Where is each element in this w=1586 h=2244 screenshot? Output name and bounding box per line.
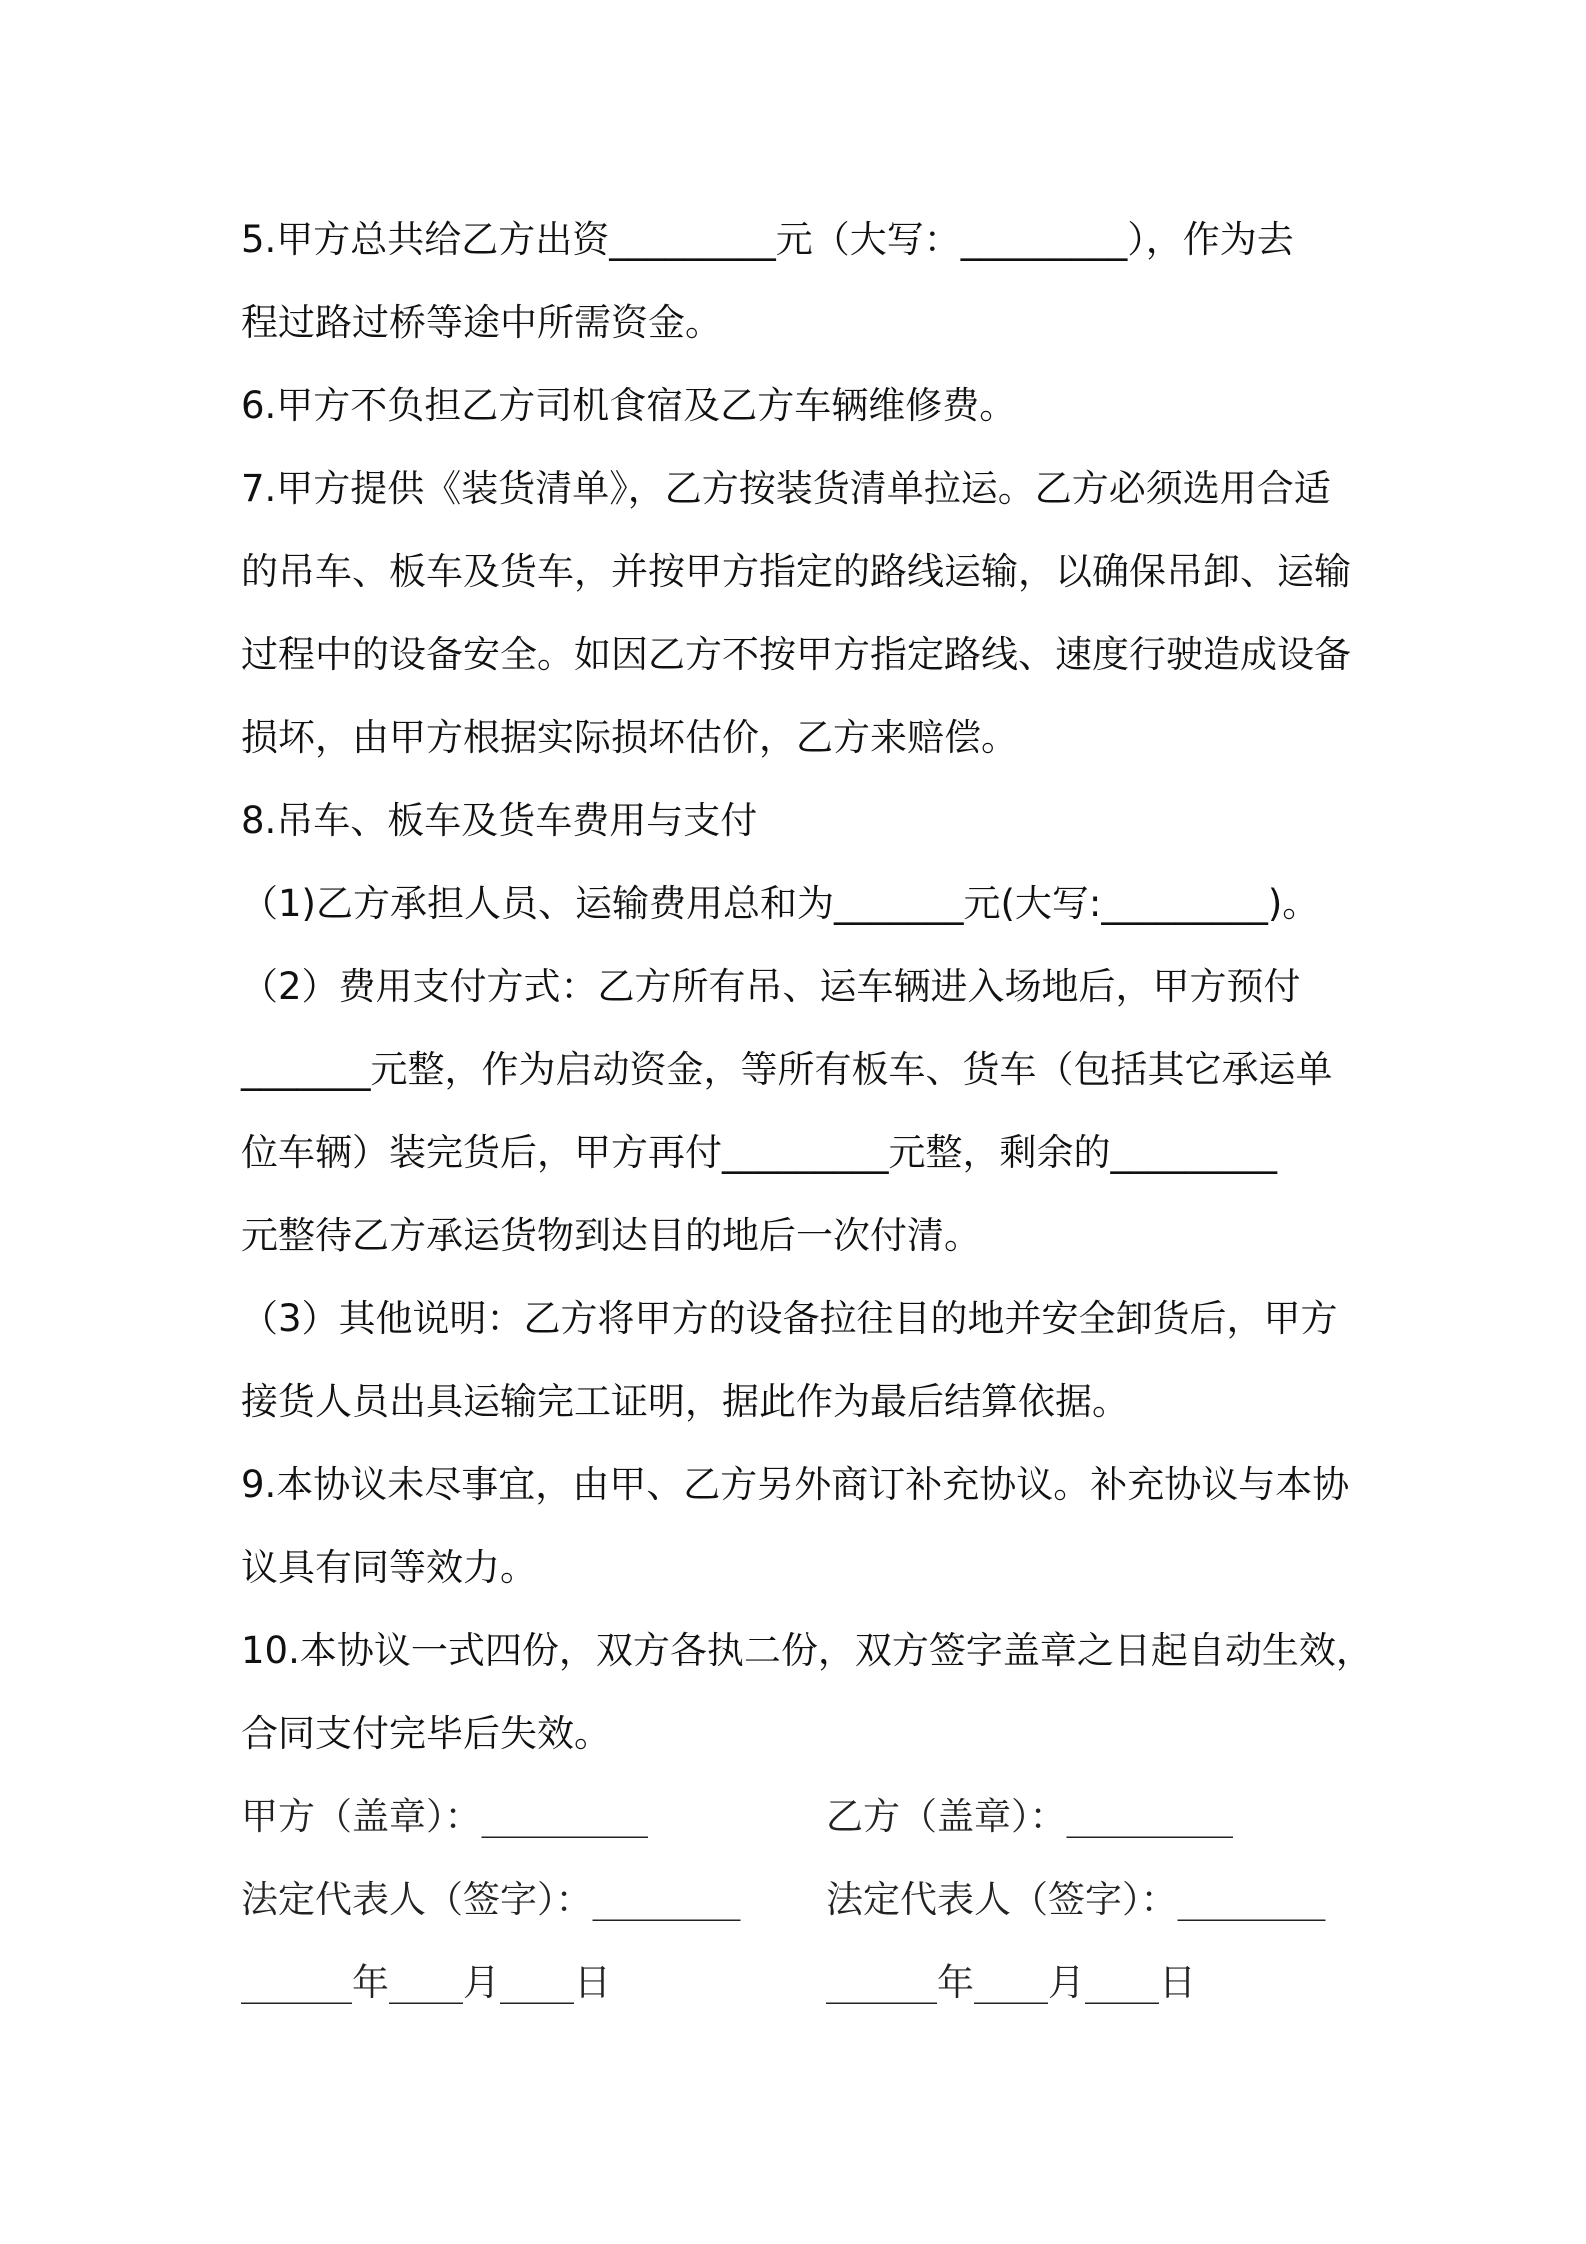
clause-line: 程过路过桥等途中所需资金。 [241,301,722,344]
signature-date-row [241,1941,1361,2024]
clause-line: 过程中的设备安全。如因乙方不按甲方指定路线、速度行驶造成设备 [241,633,1351,676]
clause-line: 8.吊车、板车及货车费用与支付 [241,799,758,842]
clause-8-1 [241,862,1361,945]
clause-6 [241,364,1361,447]
clause-line: 5.甲方总共给乙方出资_________元（大写：_________），作为去 [241,218,1294,261]
clause-line: 位车辆）装完货后，甲方再付_________元整，剩余的_________ [241,1131,1277,1174]
clause-line: _______元整，作为启动资金，等所有板车、货车（包括其它承运单 [241,1048,1333,1091]
clause-8 [241,779,1361,862]
contract-body [241,198,1373,2024]
party-a-representative: 法定代表人（签字）：________ [241,1878,741,1921]
clause-line: 9.本协议未尽事宜，由甲、乙方另外商订补充协议。补充协议与本协 [241,1463,1350,1506]
clause-line: 损坏，由甲方根据实际损坏估价，乙方来赔偿。 [241,716,1018,759]
party-a-seal: 甲方（盖章）：_________ [241,1795,648,1838]
clause-line: 6.甲方不负担乙方司机食宿及乙方车辆维修费。 [241,384,1017,427]
clause-10 [241,1609,1373,1775]
clause-8-3 [241,1277,1361,1443]
clause-7 [241,447,1361,779]
clause-line: 接货人员出具运输完工证明，据此作为最后结算依据。 [241,1380,1129,1423]
clause-8-2 [241,945,1361,1277]
signature-seal-row [241,1775,1361,1858]
clause-5 [241,198,1361,364]
clause-line: 10.本协议一式四份，双方各执二份，双方签字盖章之日起自动生效， [241,1629,1373,1672]
signature-representative-row [241,1858,1361,1941]
party-b-date: ______年____月____日 [826,1961,1196,2004]
clause-9 [241,1443,1361,1609]
party-b-seal: 乙方（盖章）：_________ [826,1795,1233,1838]
party-a-date: ______年____月____日 [241,1961,611,2004]
clause-line: 议具有同等效力。 [241,1546,537,1589]
clause-line: （1)乙方承担人员、运输费用总和为_______元(大写:_________)。 [241,882,1320,925]
signature-block [241,1775,1361,2024]
clause-line: 元整待乙方承运货物到达目的地后一次付清。 [241,1214,981,1257]
clause-line: 的吊车、板车及货车，并按甲方指定的路线运输，以确保吊卸、运输 [241,550,1351,593]
clause-line: 7.甲方提供《装货清单》，乙方按装货清单拉运。乙方必须选用合适 [241,467,1331,510]
clause-line: 合同支付完毕后失效。 [241,1712,611,1755]
clause-line: （3）其他说明：乙方将甲方的设备拉往目的地并安全卸货后，甲方 [241,1297,1338,1340]
party-b-representative: 法定代表人（签字）：________ [826,1878,1326,1921]
clause-line: （2）费用支付方式：乙方所有吊、运车辆进入场地后，甲方预付 [241,965,1301,1008]
